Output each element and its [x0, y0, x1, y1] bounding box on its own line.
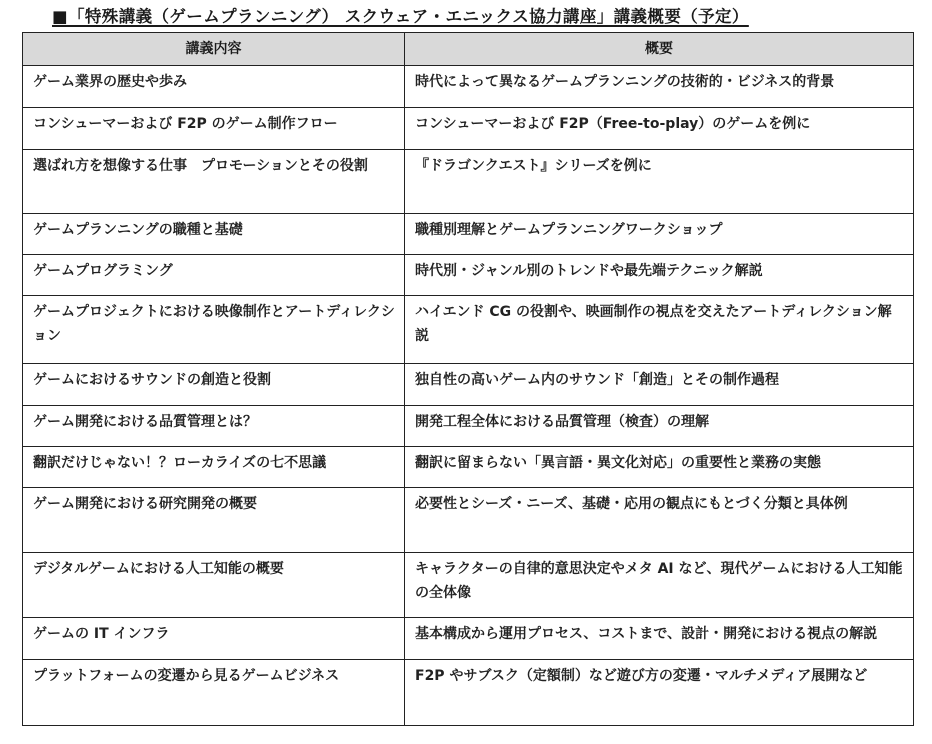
cell-summary: 時代別・ジャンル別のトレンドや最先端テクニック解説 — [405, 255, 914, 296]
table-row — [23, 618, 914, 660]
cell-summary: 時代によって異なるゲームプランニングの技術的・ビジネス的背景 — [405, 66, 914, 108]
header-summary: 概要 — [405, 33, 914, 66]
header-topic: 講義内容 — [23, 33, 405, 66]
table-row — [23, 214, 914, 255]
cell-summary: 必要性とシーズ・ニーズ、基礎・応用の観点にもとづく分類と具体例 — [405, 488, 914, 553]
cell-topic: デジタルゲームにおける人工知能の概要 — [23, 553, 405, 618]
cell-summary: コンシューマーおよび F2P（Free-to-play）のゲームを例に — [405, 108, 914, 150]
cell-topic: 翻訳だけじゃない！？ローカライズの七不思議 — [23, 447, 405, 488]
cell-summary: キャラクターの自律的意思決定やメタ AI など、現代ゲームにおける人工知能の全体像 — [405, 553, 914, 618]
table-row — [23, 296, 914, 364]
cell-topic: 選ばれ方を想像する仕事 プロモーションとその役割 — [23, 150, 405, 214]
table-row — [23, 447, 914, 488]
table-row — [23, 255, 914, 296]
cell-topic: ゲーム開発における品質管理とは？ — [23, 406, 405, 447]
lecture-table — [22, 32, 914, 726]
cell-topic: ゲームプログラミング — [23, 255, 405, 296]
cell-summary: 開発工程全体における品質管理（検査）の理解 — [405, 406, 914, 447]
table-row — [23, 488, 914, 553]
cell-topic: ゲーム業界の歴史や歩み — [23, 66, 405, 108]
table-row — [23, 150, 914, 214]
cell-topic: ゲームプランニングの職種と基礎 — [23, 214, 405, 255]
cell-summary: 職種別理解とゲームプランニングワークショップ — [405, 214, 914, 255]
cell-topic: コンシューマーおよび F2P のゲーム制作フロー — [23, 108, 405, 150]
table-row — [23, 660, 914, 726]
table-row — [23, 108, 914, 150]
cell-summary: ハイエンド CG の役割や、映画制作の視点を交えたアートディレクション解説 — [405, 296, 914, 364]
cell-topic: ゲーム開発における研究開発の概要 — [23, 488, 405, 553]
cell-summary: 翻訳に留まらない「異言語・異文化対応」の重要性と業務の実態 — [405, 447, 914, 488]
cell-summary: 基本構成から運用プロセス、コストまで、設計・開発における視点の解説 — [405, 618, 914, 660]
table-row — [23, 66, 914, 108]
table-header-row — [23, 33, 914, 66]
cell-summary: F2P やサブスク（定額制）など遊び方の変遷・マルチメディア展開など — [405, 660, 914, 726]
cell-topic: ゲームプロジェクトにおける映像制作とアートディレクション — [23, 296, 405, 364]
cell-topic: ゲームにおけるサウンドの創造と役割 — [23, 364, 405, 406]
cell-topic: プラットフォームの変遷から見るゲームビジネス — [23, 660, 405, 726]
cell-topic: ゲームの IT インフラ — [23, 618, 405, 660]
cell-summary: 『ドラゴンクエスト』シリーズを例に — [405, 150, 914, 214]
table-row — [23, 553, 914, 618]
document-title: ■「特殊講義（ゲームプランニング） スクウェア・エニックス協力講座」講義概要（予定） — [52, 7, 749, 26]
table-row — [23, 364, 914, 406]
table-row — [23, 406, 914, 447]
cell-summary: 独自性の高いゲーム内のサウンド「創造」とその制作過程 — [405, 364, 914, 406]
